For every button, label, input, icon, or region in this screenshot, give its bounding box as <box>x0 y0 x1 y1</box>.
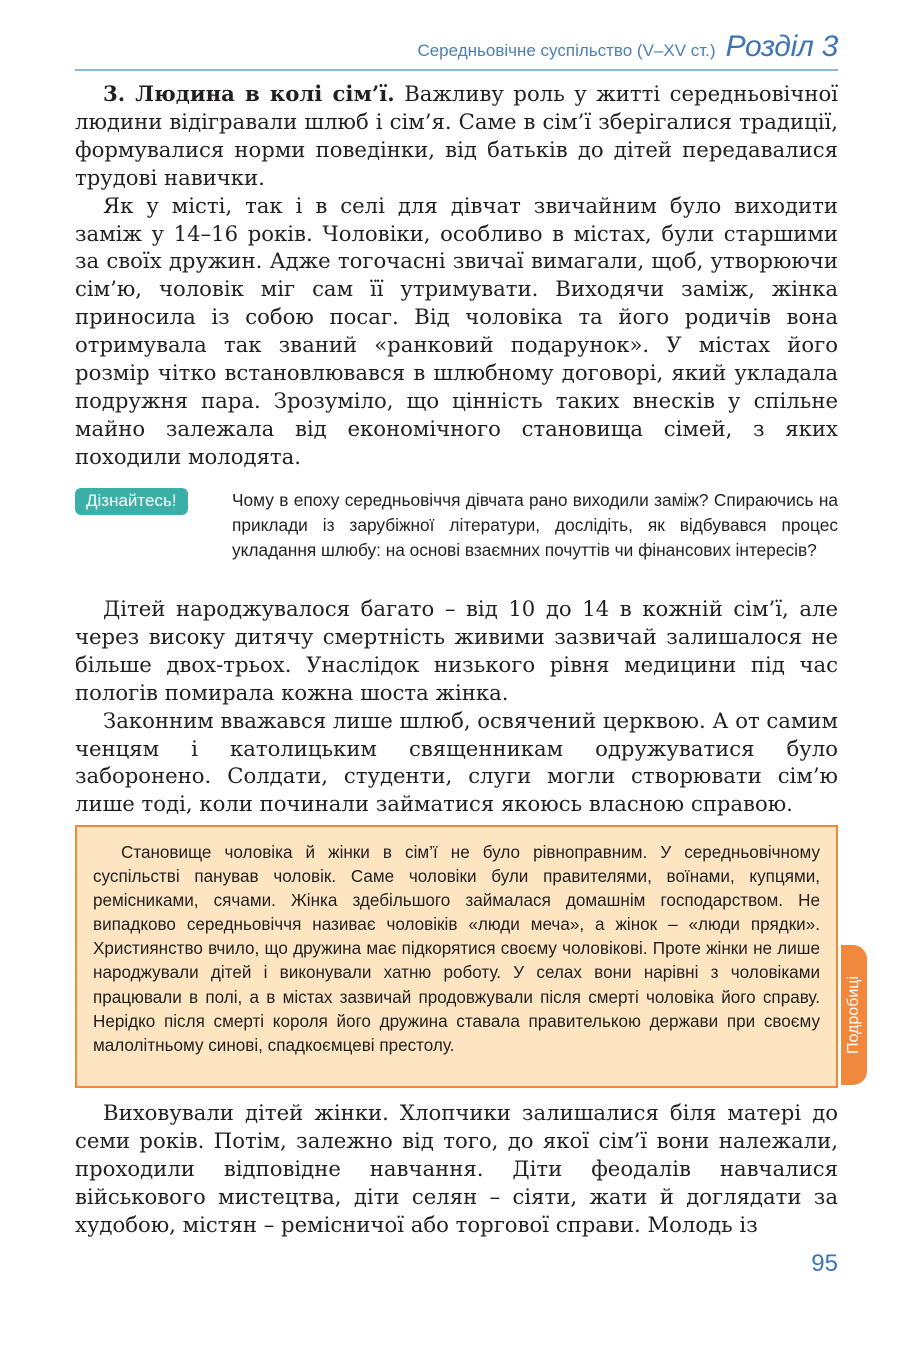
paragraph-church-marriage: Законним вважався лише шлюб, освячений церквою. А от самим ченцям і католицьким священникам одружуватися було заборонено. Солдати, студенти, слуги могли створювати сім’ю лише тоді, коли починали займатися якоюсь власною справою. <box>75 707 839 817</box>
paragraph-heading: 3. Людина в колі сім’ї. <box>103 81 395 106</box>
details-text: Становище чоловіка й жінки в сім’ї не було рівноправним. У середньовічному суспільстві панував чоловік. Саме чоловіки були правителями, воїнами, купцями, ремісниками, сячами. Жінка здебільшого займалася домашнім господарством. Не випадково середньовіччя називає чоловіків «люди меча», а жінок – «люди прядки». Християнство вчило, що дружина має підкорятися своєму чоловікові. Проте жінки не лише народжували дітей і виконували хатню роботу. У селах вони нарівні з чоловіками працювали в полі, а в містах зазвичай продовжували після смерті чоловіка його справу. Нерідко після смерті короля його дружина ставала правителькою держави при своєму малолітньому синові, спадкоємцеві престолу. <box>93 843 820 1055</box>
section-title: Розділ 3 <box>725 30 838 63</box>
header-divider <box>75 69 838 71</box>
paragraph-upbringing: Виховували дітей жінки. Хлопчики залишалися біля матері до семи років. Потім, залежно від того, до якої сім’ї вони належали, проходили відповідне навчання. Діти феодалів навчалися військового мистецтва, діти селян – сіяти, жати й доглядати за худобою, містян – ремісничої або торгової справи. Молодь із <box>75 1100 838 1237</box>
text-block-top <box>75 80 838 471</box>
paragraph-body: Важливу роль у житті середньовічної людини відігравали шлюб і сім’я. Саме в сім’ї зберігалися традиції, формувалися норми поведінки, від батьків до дітей передавалися трудові навички. <box>75 81 838 190</box>
text-block-bottom <box>75 1099 838 1239</box>
paragraph-family <box>75 80 838 192</box>
header-subtitle: Середньовічне суспільство (V–XV ст.) <box>417 41 716 60</box>
details-side-tab <box>841 945 867 1085</box>
paragraph-children: Дітей народжувалося багато – від 10 до 14 в кожній сім’ї, але через високу дитячу смертність живими зазвичай залишалося не більше двох-трьох. Унаслідок низького рівня медицини під час пологів помирала кожна шоста жінка. <box>75 596 838 705</box>
details-box <box>75 825 838 1088</box>
paragraph-marriage-age: Як у місті, так і в селі для дівчат звичайним було виходити заміж у 14–16 років. Чоловіки, особливо в містах, були старшими за своїх дружин. Адже тогочасні звичаї вимагали, щоб, утворюючи сім’ю, чоловік міг сам її утримувати. Виходячи заміж, жінка приносила із собою посаг. Від чоловіка та його родичів вона отримувала так званий «ранковий подарунок». У містах його розмір чітко встановлювався в шлюбному договорі, який укладала подружня пара. Зрозуміло, що цінність таких внесків у спільне майно залежала від економічного становища сімей, з яких походили молодята. <box>75 192 838 469</box>
task-question: Чому в епоху середньовіччя дівчата рано виходили заміж? Спираючись на приклади із зарубіжної літератури, дослідіть, як відбувався процес укладання шлюбу: на основі взаємних почуттів чи фінансових інтересів? <box>232 490 838 560</box>
task-block <box>75 488 838 563</box>
learn-badge: Дізнайтесь! <box>75 488 188 515</box>
text-block-middle <box>75 595 838 818</box>
page-number: 95 <box>811 1250 838 1277</box>
page-header <box>417 30 838 64</box>
details-side-tab-label: Подробиці <box>845 976 862 1054</box>
